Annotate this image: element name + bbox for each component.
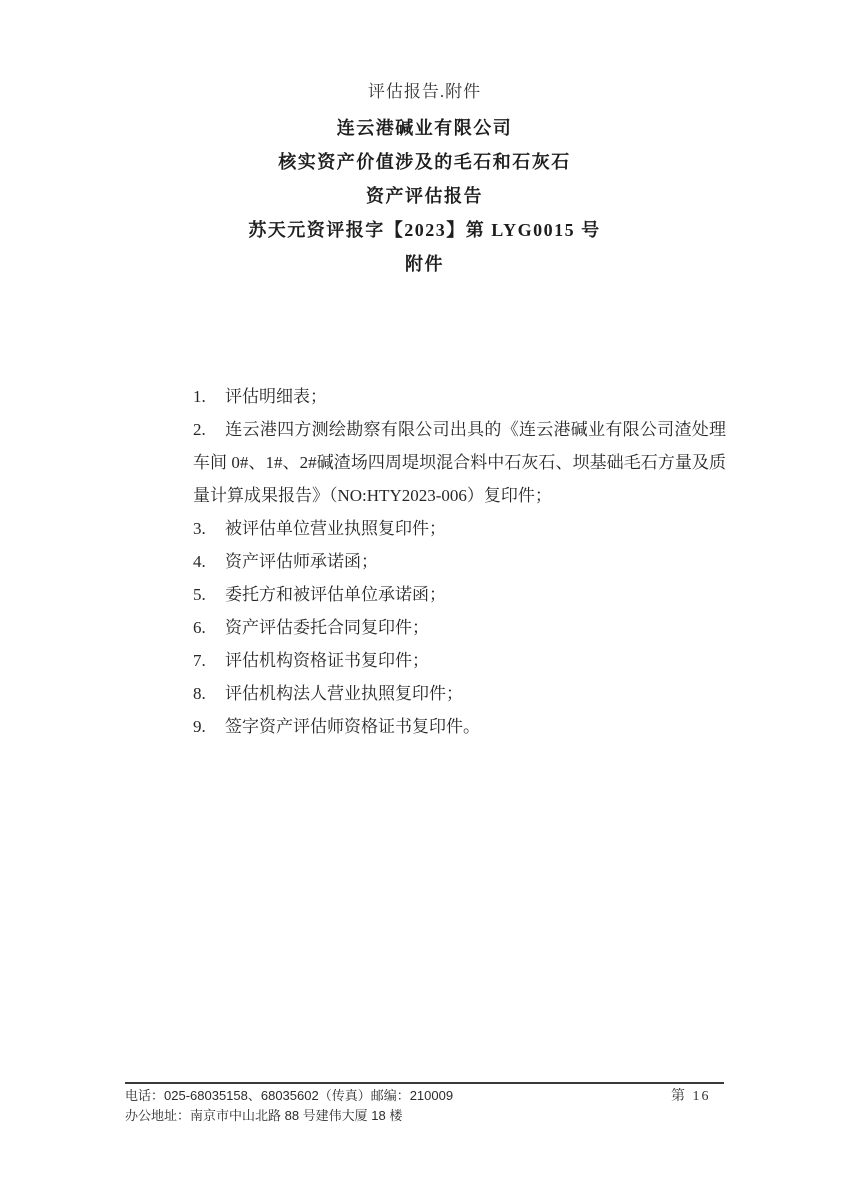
attachment-item-text: 评估机构资格证书复印件；: [225, 651, 429, 670]
attachment-item: [193, 710, 726, 743]
attachment-list: [0, 380, 726, 743]
attachment-item: [193, 611, 726, 644]
attachment-item-number: 8.: [193, 684, 206, 703]
attachment-item-number: 2.: [193, 420, 206, 439]
attachment-item: [193, 380, 726, 413]
attachment-item-text: 被评估单位营业执照复印件；: [225, 519, 446, 538]
attachment-item-number: 5.: [193, 585, 206, 604]
attachment-heading: 附件: [405, 254, 444, 274]
attachment-item-text: 资产评估师承诺函；: [225, 552, 378, 571]
attachment-item: [193, 545, 726, 578]
attachment-item: [193, 677, 726, 710]
attachment-item-text: 签字资产评估师资格证书复印件。: [225, 717, 480, 736]
attachment-item-text: 评估明细表；: [225, 387, 327, 406]
attachment-item-number: 6.: [193, 618, 206, 637]
attachment-item-text: 连云港四方测绘勘察有限公司出具的《连云港碱业有限公司渣处理车间 0#、1#、2#碱渣场四周堤坝混合料中石灰石、坝基础毛石方量及质量计算成果报告》（NO:HTY2023-006）复印件；: [193, 420, 726, 505]
attachment-item-number: 9.: [193, 717, 206, 736]
attachment-item-text: 委托方和被评估单位承诺函；: [225, 585, 446, 604]
attachment-item-number: 3.: [193, 519, 206, 538]
attachment-item-text: 评估机构法人营业执照复印件；: [225, 684, 463, 703]
report-subject: 核实资产价值涉及的毛石和石灰石: [278, 152, 571, 172]
footer-divider: [125, 1082, 724, 1084]
report-type: 资产评估报告: [366, 186, 483, 206]
attachment-item: [193, 512, 726, 545]
footer-contact-block: [125, 1086, 453, 1126]
document-header: [0, 0, 849, 281]
footer-phone-line: 电话：025-68035158、68035602（传真）邮编：210009: [125, 1088, 454, 1103]
attachment-item-number: 7.: [193, 651, 206, 670]
attachment-item: [193, 644, 726, 677]
company-name: 连云港碱业有限公司: [336, 118, 513, 138]
header-note: 评估报告.附件: [367, 82, 482, 101]
report-number: 苏天元资评报字【2023】第 LYG0015 号: [248, 220, 601, 240]
page-number: 第 16: [671, 1089, 711, 1104]
attachment-item: [193, 578, 726, 611]
attachment-item-text: 资产评估委托合同复印件；: [225, 618, 429, 637]
footer-address-line: 办公地址：南京市中山北路 88 号建伟大厦 18 楼: [125, 1108, 403, 1123]
attachment-item-number: 4.: [193, 552, 206, 571]
attachment-item: [193, 413, 726, 512]
attachment-item-number: 1.: [193, 387, 206, 406]
